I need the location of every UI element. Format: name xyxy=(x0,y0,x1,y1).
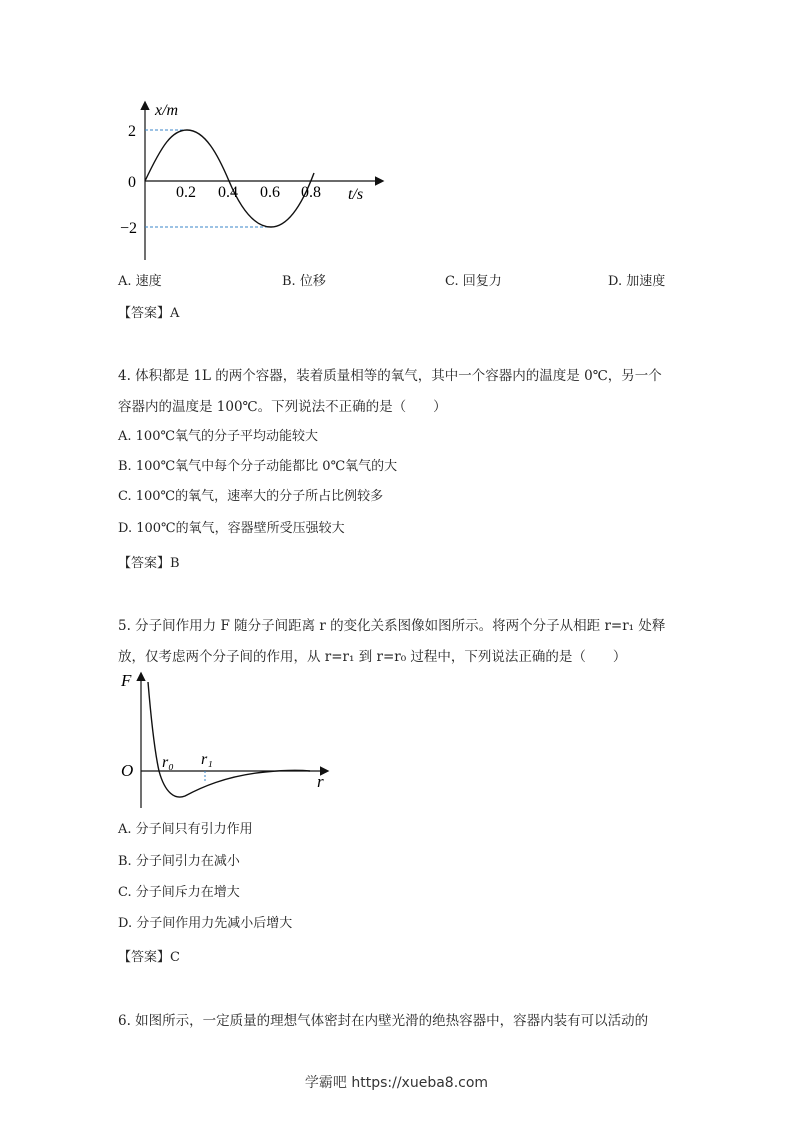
q5-option-b: B. 分子间引力在减小 xyxy=(118,854,240,869)
q3-option-a: A. 速度 xyxy=(118,274,162,289)
q4-option-c: C. 100℃的氧气，速率大的分子所占比例较多 xyxy=(118,489,384,504)
force-curve xyxy=(148,682,310,797)
q4-option-b: B. 100℃氧气中每个分子动能都比 0℃氧气的大 xyxy=(118,459,398,474)
q5-answer: 【答案】C xyxy=(118,950,180,965)
r-axis-label: r xyxy=(317,772,324,791)
q5-text-line-1: 5. 分子间作用力 F 随分子间距离 r 的变化关系图像如图所示。将两个分子从相距 r=r₁ 处释 xyxy=(118,618,666,634)
force-distance-graph xyxy=(115,668,340,813)
q4-text-line-1: 4. 体积都是 1L 的两个容器，装着质量相等的氧气，其中一个容器内的温度是 0℃，另一个 xyxy=(118,368,662,384)
q4-option-a: A. 100℃氧气的分子平均动能较大 xyxy=(118,429,319,444)
q4-option-d: D. 100℃的氧气，容器壁所受压强较大 xyxy=(118,521,345,536)
q5-text-line-2: 放，仅考虑两个分子间的作用，从 r=r₁ 到 r=r₀ 过程中，下列说法正确的是（ ） xyxy=(118,649,627,665)
x-tick-0.4: 0.4 xyxy=(218,184,238,201)
x-tick-0.8: 0.8 xyxy=(301,184,321,201)
r0-label: r₀ xyxy=(162,754,174,771)
q3-option-c: C. 回复力 xyxy=(445,274,502,289)
q3-answer: 【答案】A xyxy=(118,306,180,321)
origin-label: O xyxy=(121,761,134,780)
y-tick-2: 2 xyxy=(128,123,136,140)
y-tick-0: 0 xyxy=(128,174,136,191)
q5-option-c: C. 分子间斥力在增大 xyxy=(118,885,240,900)
q4-text-line-2: 容器内的温度是 100℃。下列说法不正确的是（ ） xyxy=(118,399,447,415)
y-tick-neg2: −2 xyxy=(120,220,138,237)
x-axis-label: t/s xyxy=(348,186,364,203)
q3-option-b: B. 位移 xyxy=(282,274,326,289)
q5-option-a: A. 分子间只有引力作用 xyxy=(118,822,253,837)
q5-option-d: D. 分子间作用力先减小后增大 xyxy=(118,916,293,931)
footer-watermark[interactable]: 学霸吧 https://xueba8.com xyxy=(304,1075,489,1091)
x-tick-0.6: 0.6 xyxy=(260,184,280,201)
q3-options xyxy=(118,270,678,288)
q4-answer: 【答案】B xyxy=(118,556,180,571)
f-axis-label: F xyxy=(121,671,132,690)
sine-curve xyxy=(145,130,314,227)
r1-label: r₁ xyxy=(201,751,213,768)
displacement-time-graph xyxy=(110,95,400,265)
x-tick-0.2: 0.2 xyxy=(176,184,196,201)
y-axis-label: x/m xyxy=(155,102,179,119)
q6-text-line-1: 6. 如图所示，一定质量的理想气体密封在内壁光滑的绝热容器中，容器内装有可以活动的 xyxy=(118,1013,649,1029)
q3-option-d: D. 加速度 xyxy=(608,274,666,289)
